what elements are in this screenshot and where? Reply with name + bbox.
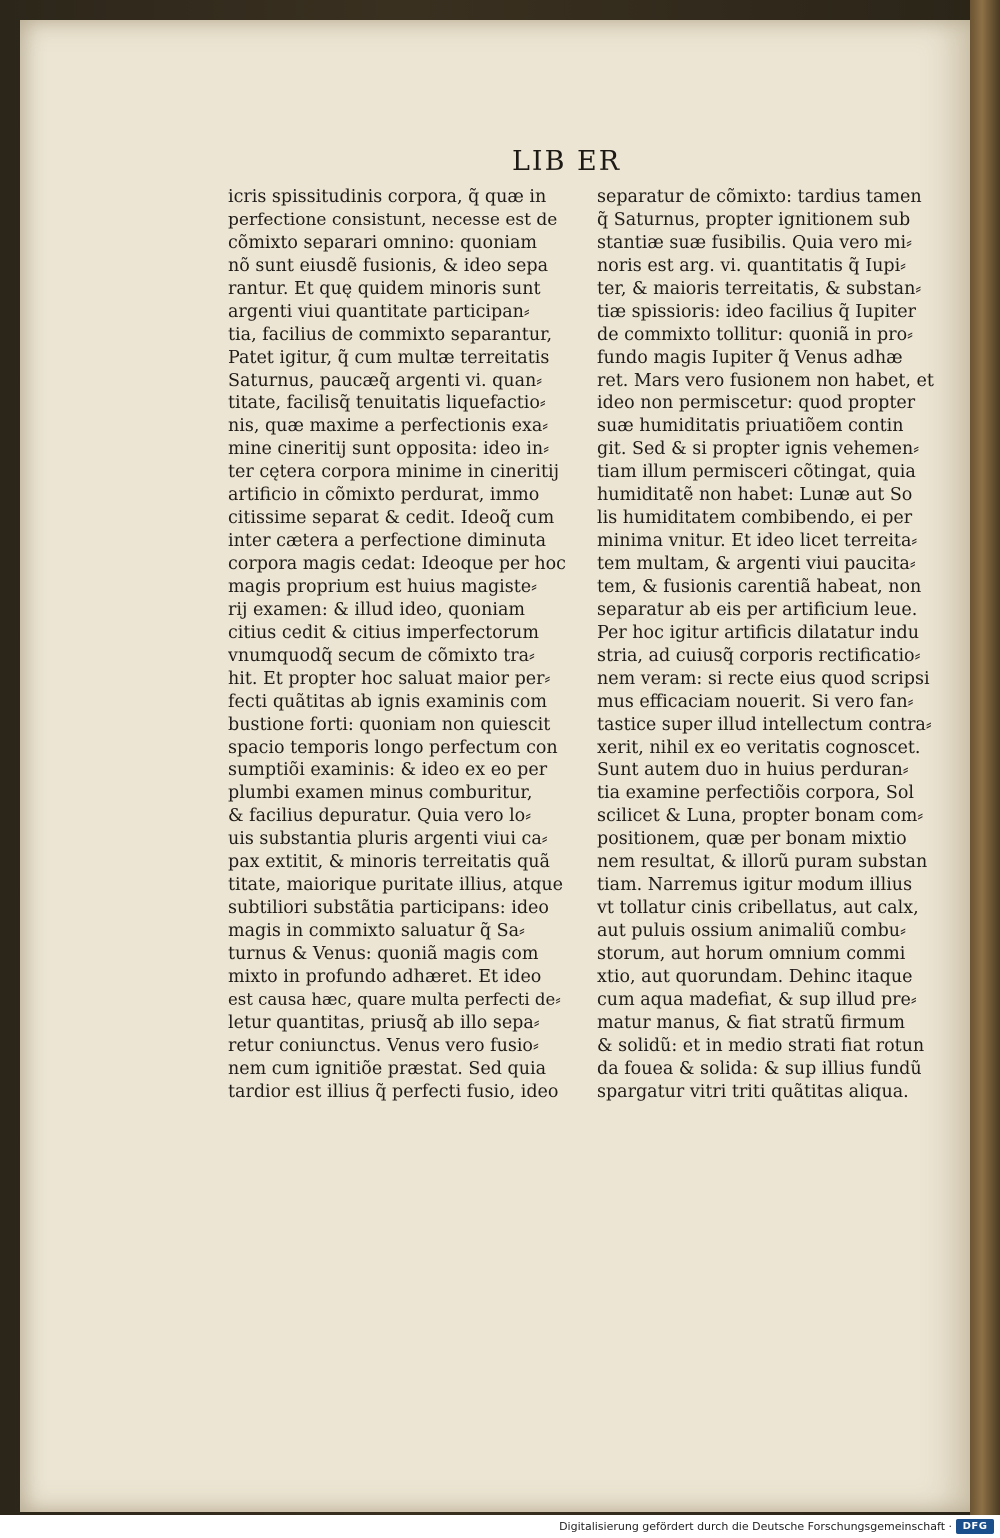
- left-column-line: retur coniunctus. Venus vero fusio⸗: [228, 1035, 539, 1056]
- right-column-line: git. Sed & si propter ignis vehemen⸗: [597, 439, 920, 460]
- right-column-line: ideo non permiscetur: quod propter: [597, 393, 916, 414]
- right-column-line: separatur de cõmixto: tardius tamen: [597, 187, 922, 207]
- left-column-line: mixto in profundo adhæret. Et ideo: [228, 966, 542, 987]
- right-column-line: tastice super illud intellectum contra⸗: [597, 714, 932, 735]
- right-column-line: ter, & maioris terreitatis, & substan⸗: [597, 278, 922, 299]
- left-column-line: plumbi examen minus comburitur,: [228, 783, 533, 804]
- right-column-line: spargatur vitri triti quãtitas aliqua.: [597, 1081, 909, 1102]
- right-column-line: lis humiditatem combibendo, ei per: [597, 508, 913, 529]
- right-column-line: Sunt autem duo in huius perduran⸗: [597, 760, 909, 781]
- right-column-line: storum, aut horum omnium commi: [597, 943, 906, 964]
- right-column-line: xerit, nihil ex eo veritatis cognoscet.: [597, 737, 921, 758]
- left-column-line: titate, facilisq̃ tenuitatis liquefactio⸗: [228, 393, 546, 414]
- left-column-line: nem cum ignitiõe præstat. Sed quia: [228, 1058, 546, 1079]
- left-column-line: bustione forti: quoniam non quiescit: [228, 714, 551, 735]
- dfg-logo: DFG: [956, 1519, 994, 1534]
- left-column-line: subtiliori substãtia participans: ideo: [228, 898, 549, 919]
- left-column-line: argenti viui quantitate participan⸗: [228, 301, 530, 322]
- left-column-line: magis proprium est huius magiste⸗: [228, 576, 537, 597]
- right-column-line: nem resultat, & illorũ puram substan: [597, 852, 928, 873]
- right-column-line: separatur ab eis per artificium leue.: [597, 599, 918, 620]
- left-column-line: uis substantia pluris argenti viui ca⸗: [228, 829, 548, 850]
- left-text-column: [228, 186, 566, 1104]
- left-column-line: tardior est illius q̃ perfecti fusio, ideo: [228, 1081, 559, 1102]
- right-column-line: xtio, aut quorundam. Dehinc itaque: [597, 966, 913, 987]
- right-column-line: positionem, quæ per bonam mixtio: [597, 829, 907, 850]
- left-column-line: ter cętera corpora minime in cineritij: [228, 462, 560, 483]
- right-column-line: aut puluis ossium animaliũ combu⸗: [597, 921, 906, 941]
- left-column-line: tia, facilius de commixto separantur,: [228, 324, 553, 345]
- right-column-line: noris est arg. vi. quantitatis q̃ Iupi⸗: [597, 255, 907, 276]
- right-column-line: suæ humiditatis priuatiõem contin: [597, 416, 904, 437]
- right-column-line: humiditatẽ non habet: Lunæ aut So: [597, 485, 913, 506]
- left-column-line: spacio temporis longo perfectum con: [228, 737, 558, 758]
- right-column-line: matur manus, & fiat stratũ firmum: [597, 1012, 905, 1033]
- left-column-line: perfectione consistunt, necesse est de: [228, 209, 558, 230]
- running-head: LIB ER: [512, 146, 622, 177]
- left-column-line: corpora magis cedat: Ideoque per hoc: [228, 554, 566, 574]
- right-column-line: tem, & fusionis carentiã habeat, non: [597, 576, 922, 597]
- right-column-line: da fouea & solida: & sup illius fundũ: [597, 1058, 922, 1079]
- right-column-line: de commixto tollitur: quoniã in pro⸗: [597, 324, 913, 345]
- left-column-line: hit. Et propter hoc saluat maior per⸗: [228, 668, 551, 689]
- left-column-line: vnumquodq̃ secum de cõmixto tra⸗: [228, 645, 535, 666]
- left-column-line: fecti quãtitas ab ignis examinis com: [228, 691, 547, 712]
- right-column-line: tiam illum permisceri cõtingat, quia: [597, 462, 916, 483]
- left-column-line: citissime separat & cedit. Ideoq̃ cum: [228, 508, 555, 529]
- left-column-line: turnus & Venus: quoniã magis com: [228, 943, 539, 964]
- right-column-line: stria, ad cuiusq̃ corporis rectificatio⸗: [597, 645, 921, 666]
- left-column-line: nõ sunt eiusdẽ fusionis, & ideo sepa: [228, 255, 549, 276]
- right-column-line: tia examine perfectiõis corpora, Sol: [597, 783, 915, 804]
- left-column-line: pax extitit, & minoris terreitatis quã: [228, 852, 550, 873]
- left-column-line: mine cineritij sunt opposita: ideo in⸗: [228, 439, 550, 460]
- right-column-line: tiæ spissioris: ideo facilius q̃ Iupiter: [597, 301, 916, 322]
- left-column-line: inter cætera a perfectione diminuta: [228, 531, 547, 552]
- left-column-line: cõmixto separari omnino: quoniam: [228, 232, 537, 253]
- right-column-line: cum aqua madefiat, & sup illud pre⸗: [597, 989, 917, 1010]
- left-column-line: letur quantitas, priusq̃ ab illo sepa⸗: [228, 1012, 540, 1033]
- left-column-line: artificio in cõmixto perdurat, immo: [228, 485, 540, 506]
- right-column-line: & solidũ: et in medio strati fiat rotun: [597, 1035, 925, 1056]
- right-column-line: mus efficaciam nouerit. Si vero fan⸗: [597, 691, 914, 712]
- right-column-line: minima vnitur. Et ideo licet terreita⸗: [597, 531, 918, 552]
- right-column-line: tem multam, & argenti viui paucita⸗: [597, 554, 916, 574]
- left-column-line: rantur. Et quę quidem minoris sunt: [228, 278, 541, 299]
- left-column-line: citius cedit & citius imperfectorum: [228, 622, 539, 643]
- digitization-footer: [0, 1515, 1000, 1538]
- left-column-line: icris spissitudinis corpora, q̃ quæ in: [228, 187, 547, 207]
- left-column-line: nis, quæ maxime a perfectionis exa⸗: [228, 416, 549, 437]
- right-column-line: fundo magis Iupiter q̃ Venus adhæ: [597, 347, 903, 368]
- left-column-line: titate, maiorique puritate illius, atque: [228, 875, 564, 896]
- right-column-line: tiam. Narremus igitur modum illius: [597, 875, 913, 896]
- left-column-line: Saturnus, paucæq̃ argenti vi. quan⸗: [228, 370, 543, 391]
- left-column-line: & facilius depuratur. Quia vero lo⸗: [228, 806, 532, 827]
- right-column-line: q̃ Saturnus, propter ignitionem sub: [597, 209, 911, 230]
- left-column-line: rij examen: & illud ideo, quoniam: [228, 599, 525, 620]
- right-text-column: [597, 186, 935, 1104]
- footer-credit: Digitalisierung gefördert durch die Deutsche Forschungsgemeinschaft ·: [559, 1520, 952, 1533]
- right-column-line: vt tollatur cinis cribellatus, aut calx,: [597, 898, 919, 919]
- left-column-line: magis in commixto saluatur q̃ Sa⸗: [228, 921, 525, 941]
- right-column-line: nem veram: si recte eius quod scripsi: [597, 668, 930, 689]
- right-column-line: stantiæ suæ fusibilis. Quia vero mi⸗: [597, 232, 912, 253]
- left-column-line: sumptiõi examinis: & ideo ex eo per: [228, 760, 548, 781]
- left-column-line: Patet igitur, q̃ cum multæ terreitatis: [228, 347, 550, 368]
- right-column-line: scilicet & Luna, propter bonam com⸗: [597, 806, 924, 827]
- right-column-line: ret. Mars vero fusionem non habet, et: [597, 370, 934, 391]
- book-spine-edge: [970, 0, 1000, 1515]
- right-column-line: Per hoc igitur artificis dilatatur indu: [597, 622, 919, 643]
- left-column-line: est causa hæc, quare multa perfecti de⸗: [228, 989, 561, 1009]
